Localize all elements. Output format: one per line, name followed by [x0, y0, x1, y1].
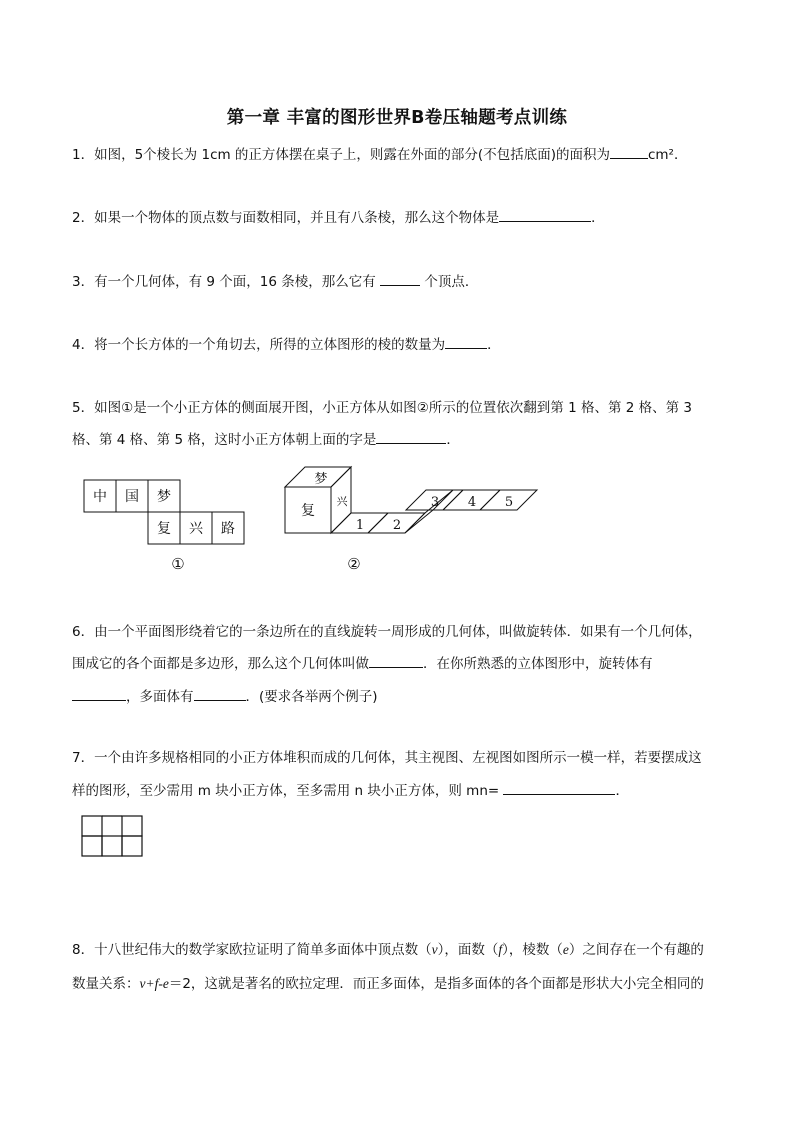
answer-blank[interactable] — [194, 686, 246, 701]
question-text: 格、第 4 格、第 5 格，这时小正方体朝上面的字是 — [72, 432, 377, 448]
question-text: 如图，5个棱长为 1cm 的正方体摆在桌子上，则露在外面的部分(不包括底面)的面积为 — [94, 147, 610, 163]
question-text: 一个由许多规格相同的小正方体堆积而成的几何体，其主视图、左视图如图所示一模一样，若要摆成这 — [94, 750, 702, 766]
question-text: 围成它的各个面都是多边形，那么这个几何体叫做 — [72, 656, 369, 672]
question-3 — [72, 271, 478, 292]
answer-blank[interactable] — [369, 653, 423, 668]
variable-v: v — [431, 942, 438, 957]
question-4 — [72, 334, 501, 355]
question-text: ＝2，这就是著名的欧拉定理．而正多面体，是指多面体的各个面都是形状大小完全相同的 — [168, 976, 704, 992]
question-end: ． — [446, 432, 460, 448]
question-text: ）之间存在一个有趣的 — [568, 942, 704, 958]
view-square — [122, 836, 142, 856]
question-number: 6． — [72, 624, 95, 640]
answer-blank[interactable] — [380, 271, 420, 286]
question-end: ． — [591, 210, 605, 226]
answer-blank[interactable] — [610, 144, 648, 159]
euler-formula: v+f-e — [139, 976, 169, 991]
question-text: ．在你所熟悉的立体图形中，旋转体有 — [423, 656, 653, 672]
question-text: 如图①是一个小正方体的侧面展开图，小正方体从如图②所示的位置依次翻到第 1 格、第 2 格、第 3 — [94, 400, 693, 416]
answer-blank[interactable] — [72, 686, 126, 701]
question-text: ），面数（ — [437, 942, 499, 958]
cube-front-label: 复 — [301, 503, 315, 519]
question-5-line-1 — [72, 398, 692, 418]
net-label: 国 — [125, 489, 139, 505]
figure-caption: ① — [171, 555, 185, 573]
question-text: 样的图形，至少需用 m 块小正方体，至多需用 n 块小正方体，则 mn= — [72, 783, 500, 799]
question-number: 4． — [72, 337, 95, 353]
question-number: 1． — [72, 147, 95, 163]
answer-blank[interactable] — [445, 334, 487, 349]
net-label: 中 — [93, 489, 107, 505]
question-text: 数量关系： — [72, 976, 140, 992]
question-text: 将一个长方体的一个角切去，所得的立体图形的棱的数量为 — [94, 337, 446, 353]
view-square — [102, 836, 122, 856]
question-8-line-1 — [72, 940, 704, 960]
question-number: 7． — [72, 750, 95, 766]
net-label: 路 — [221, 521, 235, 537]
question-text: 由一个平面图形绕着它的一条边所在的直线旋转一周形成的几何体，叫做旋转体．如果有一个几何体， — [94, 624, 702, 640]
question-6-line-2 — [72, 653, 653, 674]
answer-blank[interactable] — [499, 207, 591, 222]
answer-blank[interactable] — [503, 780, 615, 795]
question-text: ，多面体有 — [126, 689, 194, 705]
view-square — [122, 816, 142, 836]
question-unit: cm²． — [647, 147, 688, 163]
question-end: ． — [487, 337, 501, 353]
variable-e: e — [562, 942, 569, 957]
question-text: 十八世纪伟大的数学家欧拉证明了简单多面体中顶点数（ — [94, 942, 432, 958]
cube-rolling-figure — [280, 462, 542, 578]
cube-side-label: 兴 — [336, 495, 348, 508]
strip-number: 5 — [504, 495, 514, 510]
net-label: 兴 — [189, 521, 203, 537]
figure-caption: ② — [347, 555, 361, 573]
question-number: 5． — [72, 400, 95, 416]
question-number: 2． — [72, 210, 95, 226]
question-1 — [72, 144, 687, 165]
question-6-line-3 — [72, 686, 378, 707]
view-square — [82, 836, 102, 856]
cube-net-figure — [80, 476, 250, 576]
question-number: 3． — [72, 274, 95, 290]
question-8-line-2 — [72, 974, 704, 994]
question-text: ．(要求各举两个例子) — [245, 689, 378, 705]
view-figure — [80, 814, 146, 860]
strip-number: 3 — [430, 495, 440, 510]
strip-number: 2 — [392, 518, 402, 533]
question-7-line-2 — [72, 780, 629, 801]
net-label: 复 — [157, 521, 171, 537]
question-text: ），棱数（ — [502, 942, 563, 958]
question-text: 有一个几何体，有 9 个面，16 条棱，那么它有 — [94, 274, 376, 290]
question-7-line-1 — [72, 748, 702, 768]
strip-number: 4 — [467, 495, 477, 510]
view-square — [82, 816, 102, 836]
page-title: 第一章 丰富的图形世界B卷压轴题考点训练 — [226, 108, 568, 128]
answer-blank[interactable] — [376, 429, 446, 444]
cube-top-label: 梦 — [314, 472, 328, 487]
strip-connector — [405, 490, 453, 533]
question-6-line-1 — [72, 622, 702, 642]
question-5-line-2 — [72, 429, 460, 450]
question-text: 如果一个物体的顶点数与面数相同，并且有八条棱，那么这个物体是 — [94, 210, 500, 226]
variable-f: f — [498, 942, 503, 957]
question-number: 8． — [72, 942, 95, 958]
strip-number: 1 — [355, 518, 365, 533]
question-end: ． — [615, 783, 629, 799]
question-2 — [72, 207, 605, 228]
net-label: 梦 — [157, 489, 171, 505]
question-end: 个顶点． — [424, 274, 479, 290]
